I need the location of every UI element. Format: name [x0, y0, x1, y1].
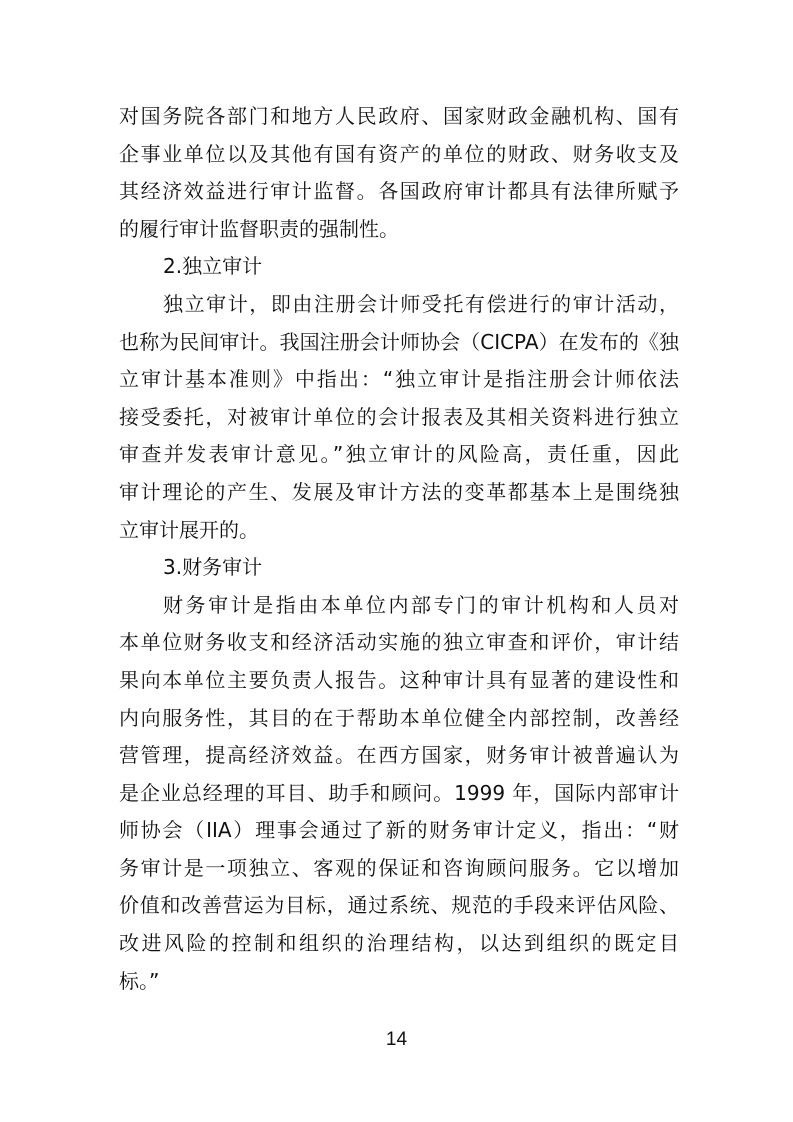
text-line: 审查并发表审计意见。”独立审计的风险高，责任重，因此: [119, 442, 679, 467]
section-heading-independent-audit: 2.独立审计: [163, 254, 263, 279]
text-line: 的履行审计监督职责的强制性。: [119, 216, 399, 241]
text-line: 果向本单位主要负责人报告。这种审计具有显著的建设性和: [119, 667, 679, 692]
text-line: 财务审计是指由本单位内部专门的审计机构和人员对: [163, 592, 679, 617]
text-line: 本单位财务收支和经济活动实施的独立审查和评价，审计结: [119, 630, 679, 655]
text-line: 审计理论的产生、发展及审计方法的变革都基本上是围绕独: [119, 479, 679, 504]
text-line: 务审计是一项独立、客观的保证和咨询顾问服务。它以增加: [119, 855, 679, 880]
text-line: 也称为民间审计。我国注册会计师协会（CICPA）在发布的《独: [119, 329, 679, 354]
paragraph-government-audit: [119, 98, 679, 248]
text-line: 其经济效益进行审计监督。各国政府审计都具有法律所赋予: [119, 179, 679, 204]
body-text: [119, 98, 679, 1000]
text-line: 立审计基本准则》中指出：“独立审计是指注册会计师依法: [119, 367, 679, 392]
text-line: 价值和改善营运为目标，通过系统、规范的手段来评估风险、: [119, 893, 679, 918]
text-line: 标。”: [119, 968, 160, 993]
text-line: 企事业单位以及其他有国有资产的单位的财政、财务收支及: [119, 141, 679, 166]
text-line: 师协会（IIA）理事会通过了新的财务审计定义，指出：“财: [119, 818, 679, 843]
section-heading-financial-audit: 3.财务审计: [163, 555, 263, 580]
text-line: 立审计展开的。: [119, 517, 259, 542]
text-line: 接受委托，对被审计单位的会计报表及其相关资料进行独立: [119, 404, 679, 429]
text-line: 独立审计，即由注册会计师受托有偿进行的审计活动，: [163, 291, 679, 316]
text-line: 内向服务性，其目的在于帮助本单位健全内部控制，改善经: [119, 705, 679, 730]
text-line: 是企业总经理的耳目、助手和顾问。1999 年，国际内部审计: [119, 780, 679, 805]
text-line: 营管理，提高经济效益。在西方国家，财务审计被普遍认为: [119, 743, 679, 768]
text-line: 改进风险的控制和组织的治理结构，以达到组织的既定目: [119, 931, 679, 956]
page-number: 14: [385, 1029, 408, 1050]
paragraph-financial-audit: [119, 587, 679, 1001]
paragraph-independent-audit: [119, 286, 679, 549]
text-line: 对国务院各部门和地方人民政府、国家财政金融机构、国有: [119, 104, 679, 128]
